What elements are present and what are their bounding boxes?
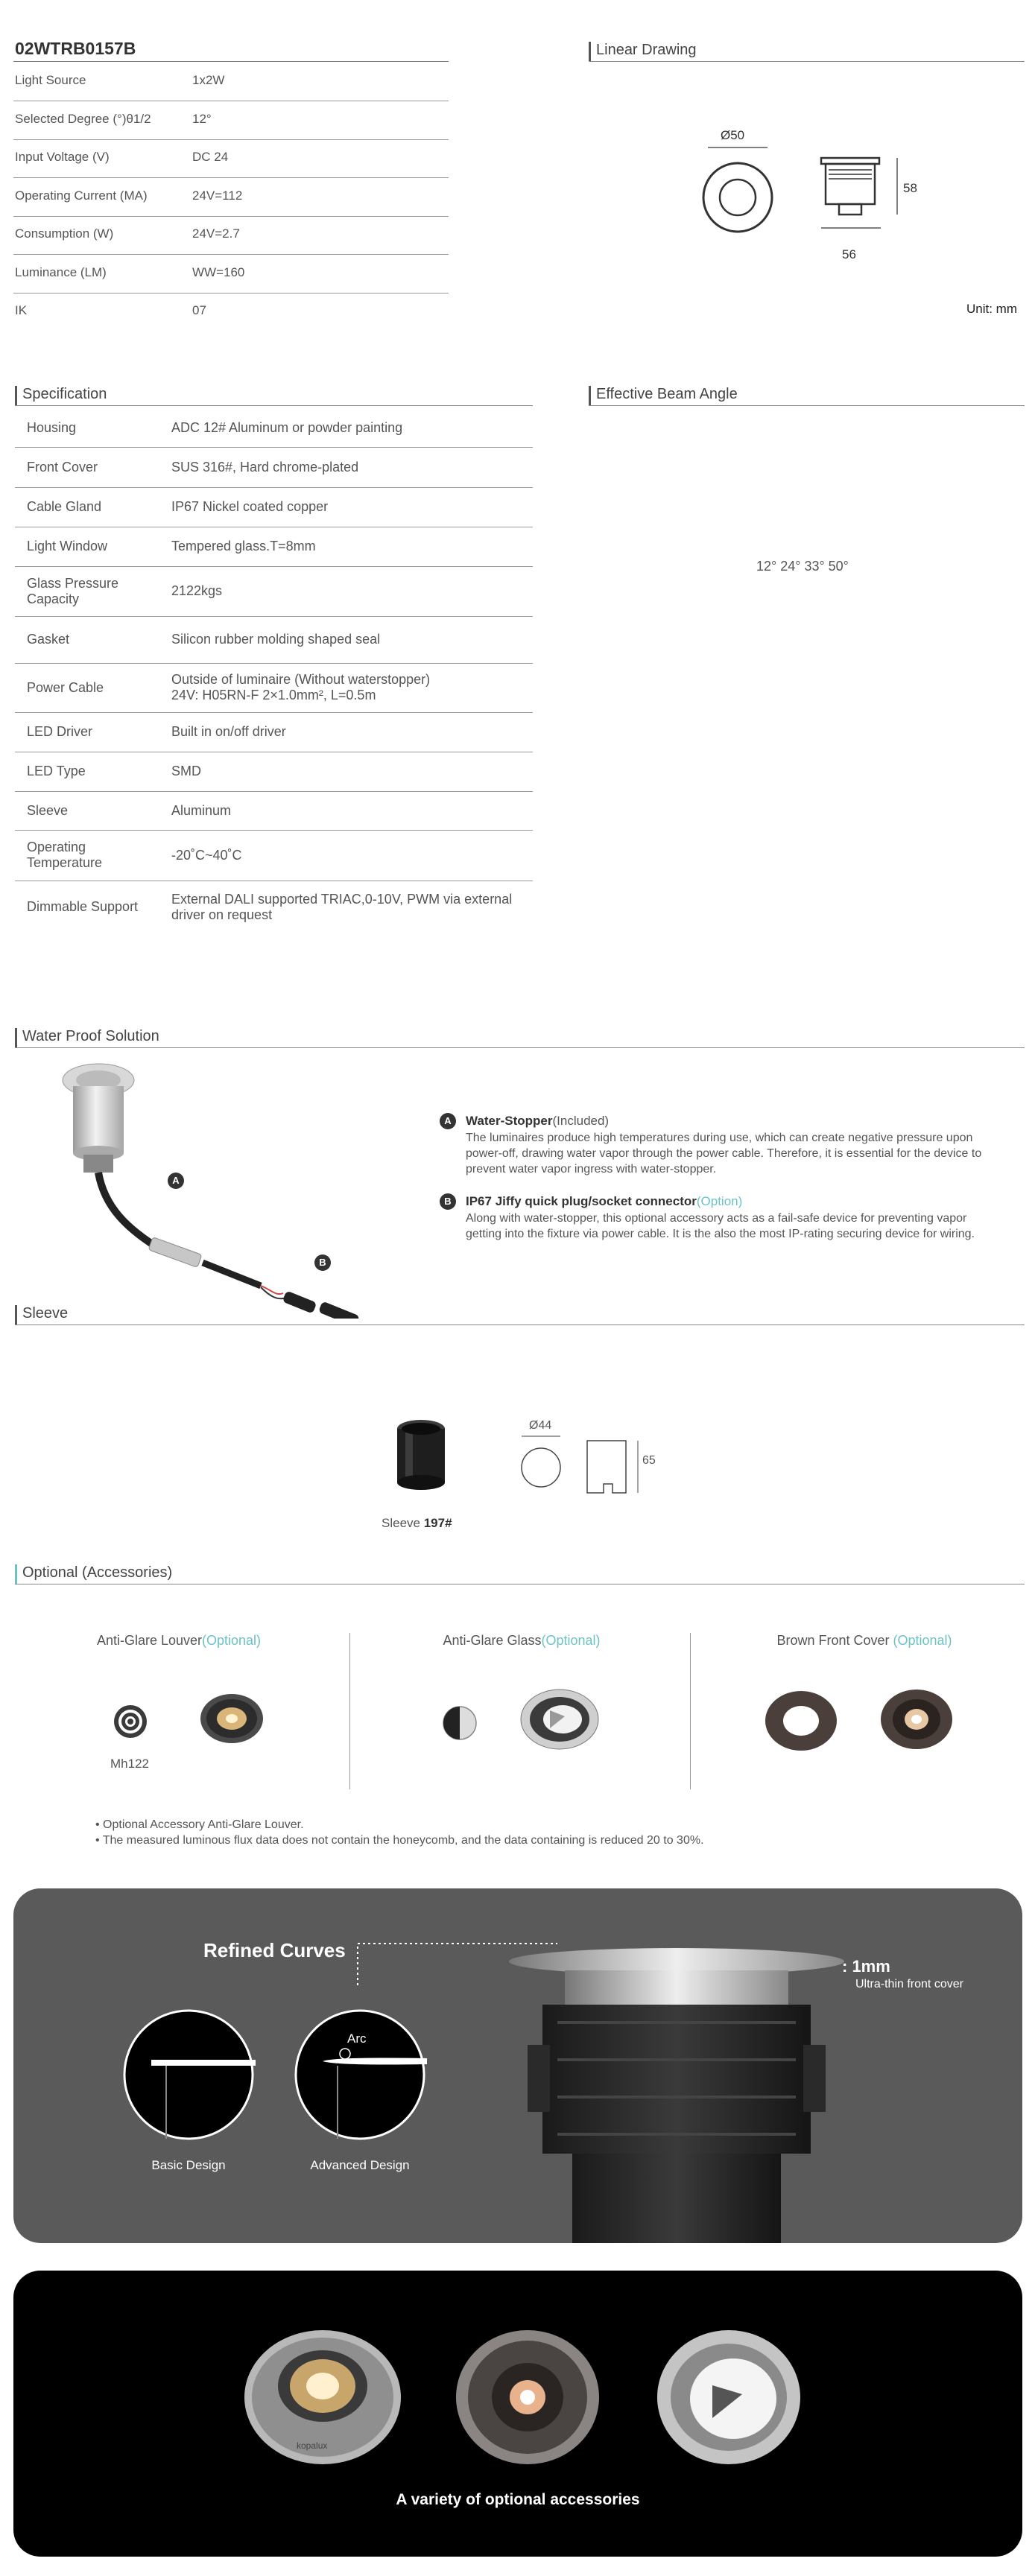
product-row-value: 12° bbox=[192, 111, 212, 126]
brown-cover-fitted-fixture-icon bbox=[879, 1688, 954, 1751]
connector-icon bbox=[318, 1301, 360, 1319]
spec-row-label: Housing bbox=[27, 419, 77, 435]
row-divider bbox=[13, 139, 449, 140]
product-row-label: Selected Degree (°)θ1/2 bbox=[15, 111, 151, 126]
divider bbox=[15, 1047, 1025, 1048]
optional-tag: (Optional) bbox=[541, 1633, 601, 1648]
product-row-label: Operating Current (MA) bbox=[15, 188, 148, 203]
refined-curves-title: Refined Curves bbox=[203, 1939, 346, 1961]
accessory-brown-cover-title bbox=[745, 1633, 984, 1649]
section-marker bbox=[589, 386, 591, 405]
divider bbox=[13, 61, 449, 62]
spec-row-label: Dimmable Support bbox=[27, 899, 139, 914]
spec-row-label: LED Driver bbox=[27, 724, 93, 739]
included-tag: (Included) bbox=[552, 1114, 610, 1128]
option-tag: (Option) bbox=[696, 1194, 743, 1208]
accessory-glass-title bbox=[402, 1633, 641, 1649]
product-row-label: Luminance (LM) bbox=[15, 264, 107, 279]
section-marker bbox=[15, 1564, 17, 1584]
divider bbox=[589, 405, 1025, 406]
louver-model: Mh122 bbox=[110, 1757, 149, 1771]
sleeve-caption bbox=[382, 1516, 452, 1531]
divider bbox=[690, 1633, 691, 1789]
glass-fitted-fixture-icon bbox=[520, 1688, 599, 1751]
product-row-label: Light Source bbox=[15, 73, 86, 87]
fixture-brown-cover-photo bbox=[453, 2323, 602, 2472]
spec-row-value: IP67 Nickel coated copper bbox=[171, 499, 329, 514]
spec-row-label: Gasket bbox=[27, 632, 70, 647]
spec-row-label: Operating Temperature bbox=[27, 840, 103, 870]
spec-row-value: Outside of luminaire (Without waterstopper) 24V: H05RN-F 2×1.0mm², L=0.5m bbox=[171, 672, 431, 702]
brand-mark: kopalux bbox=[297, 2440, 328, 2451]
side-view-icon bbox=[821, 158, 879, 215]
water-stopper-name: Water-Stopper bbox=[466, 1114, 553, 1128]
row-divider bbox=[13, 293, 449, 294]
sleeve-height: 65 bbox=[642, 1454, 656, 1467]
unit-label: Unit: mm bbox=[966, 302, 1017, 316]
sleeve-diameter: Ø44 bbox=[529, 1419, 552, 1432]
refined-curves-panel bbox=[13, 1888, 1022, 2243]
water-stopper-title bbox=[466, 1114, 609, 1129]
row-divider bbox=[13, 177, 449, 178]
basic-design-detail bbox=[121, 2008, 256, 2142]
outer-ring-icon bbox=[703, 163, 772, 232]
dimension-diameter: Ø50 bbox=[721, 128, 745, 142]
water-stopper-description: The luminaires produce high temperatures during use, which can create negative pressure upon power-off, drawing water vapor through the power cable. Therefore, it is essential for the device to prevent water vapor ingress with water-stopper. bbox=[466, 1132, 982, 1176]
divider bbox=[349, 1633, 350, 1789]
beam-angle-title: Effective Beam Angle bbox=[596, 386, 738, 402]
connector-description: Along with water-stopper, this optional accessory acts as a fail-safe device for preventing vapor getting into the fixture via power cable. It is the also the most IP-rating securing device for wiring. bbox=[466, 1212, 975, 1240]
fixture-glass-photo bbox=[654, 2323, 803, 2472]
spec-row-value: ADC 12# Aluminum or powder painting bbox=[171, 419, 403, 435]
arc-label: Arc bbox=[347, 2031, 367, 2046]
spec-row-label: Sleeve bbox=[27, 802, 69, 818]
section-marker bbox=[15, 1028, 17, 1047]
waterproof-illustration bbox=[37, 1050, 387, 1319]
product-row-value: WW=160 bbox=[192, 264, 245, 279]
anti-glare-glass-icon bbox=[441, 1704, 478, 1742]
spec-row-label: Power Cable bbox=[27, 679, 104, 695]
thickness-caption: Ultra-thin front cover bbox=[855, 1978, 963, 1990]
row-divider bbox=[13, 254, 449, 255]
spec-row-label: LED Type bbox=[27, 764, 86, 778]
product-row-value: DC 24 bbox=[192, 150, 229, 164]
optional-tag: (Optional) bbox=[893, 1633, 952, 1648]
advanced-design-label: Advanced Design bbox=[310, 2158, 410, 2172]
spec-row-value: Built in on/off driver bbox=[171, 724, 286, 739]
product-row-value: 24V=112 bbox=[192, 188, 243, 203]
divider bbox=[589, 61, 1025, 62]
connector-name: IP67 Jiffy quick plug/socket connector bbox=[466, 1194, 697, 1208]
dimension-height: 58 bbox=[903, 181, 917, 195]
spec-row-label: Cable Gland bbox=[27, 499, 102, 514]
connector-title bbox=[466, 1194, 742, 1209]
badge-b: B bbox=[440, 1193, 456, 1210]
product-row-label: IK bbox=[15, 303, 28, 317]
badge-b: B bbox=[314, 1254, 331, 1271]
spec-row-value: 2122kgs bbox=[171, 583, 223, 598]
spec-row-value: Silicon rubber molding shaped seal bbox=[171, 632, 381, 647]
accessory-louver-title bbox=[60, 1633, 298, 1649]
badge-a: A bbox=[440, 1113, 456, 1129]
basic-design-label: Basic Design bbox=[151, 2158, 226, 2172]
specification-title: Specification bbox=[22, 386, 107, 402]
spec-row-value: -20˚C~40˚C bbox=[171, 847, 242, 863]
dimension-width: 56 bbox=[842, 247, 856, 261]
spec-row-label: Glass Pressure Capacity bbox=[27, 575, 119, 606]
linear-drawing-title: Linear Drawing bbox=[596, 42, 697, 58]
spec-row-value: Aluminum bbox=[171, 802, 232, 818]
spec-row-value: External DALI supported TRIAC,0-10V, PWM via external driver on request bbox=[171, 891, 513, 922]
sleeve-photo bbox=[387, 1415, 455, 1497]
accessory-note: • The measured luminous flux data does not contain the honeycomb, and the data containing is reduced 20 to 30%. bbox=[95, 1834, 704, 1847]
accessory-note: • Optional Accessory Anti-Glare Louver. bbox=[95, 1818, 304, 1831]
accessory-name: Brown Front Cover bbox=[776, 1633, 893, 1648]
sleeve-title: Sleeve bbox=[22, 1305, 69, 1322]
optional-tag: (Optional) bbox=[202, 1633, 262, 1648]
beam-angles: 12° 24° 33° 50° bbox=[756, 559, 849, 574]
spec-row-value: SUS 316#, Hard chrome-plated bbox=[171, 459, 359, 475]
water-stopper-icon bbox=[148, 1237, 202, 1268]
spec-row-label: Front Cover bbox=[27, 459, 98, 475]
badge-a: A bbox=[168, 1173, 184, 1189]
product-row-label: Consumption (W) bbox=[15, 226, 114, 241]
variety-caption: A variety of optional accessories bbox=[396, 2491, 640, 2508]
downlight-fixture-icon bbox=[63, 1064, 134, 1173]
accessory-name: Anti-Glare Glass bbox=[443, 1633, 542, 1648]
sleeve-drawing bbox=[514, 1430, 648, 1497]
thickness-value: : 1mm bbox=[842, 1957, 890, 1976]
brown-front-cover-icon bbox=[764, 1690, 838, 1752]
section-marker bbox=[589, 42, 591, 61]
spec-row-label: Light Window bbox=[27, 539, 108, 553]
accessory-variety-panel bbox=[13, 2271, 1022, 2557]
product-row-value: 07 bbox=[192, 303, 206, 317]
louver-fitted-fixture-icon bbox=[200, 1693, 264, 1745]
section-marker bbox=[15, 386, 17, 405]
divider bbox=[15, 405, 533, 406]
advanced-design-detail bbox=[293, 2008, 427, 2142]
row-divider bbox=[13, 216, 449, 217]
product-code: 02WTRB0157B bbox=[15, 39, 136, 58]
cable-icon bbox=[203, 1263, 261, 1286]
spec-row-value: Tempered glass.T=8mm bbox=[171, 539, 316, 553]
spec-row-value: SMD bbox=[171, 764, 201, 778]
waterproof-title: Water Proof Solution bbox=[22, 1028, 159, 1044]
honeycomb-louver-icon bbox=[112, 1703, 149, 1740]
product-row-label: Input Voltage (V) bbox=[15, 150, 110, 164]
product-row-value: 24V=2.7 bbox=[192, 226, 240, 241]
downlight-closeup-photo bbox=[498, 1941, 855, 2243]
product-row-value: 1x2W bbox=[192, 73, 225, 87]
sleeve-model: 197# bbox=[423, 1516, 452, 1530]
sleeve-caption-text: Sleeve bbox=[382, 1516, 424, 1530]
accessory-name: Anti-Glare Louver bbox=[96, 1633, 203, 1648]
inner-ring-icon bbox=[720, 180, 756, 215]
accessories-title: Optional (Accessories) bbox=[22, 1564, 173, 1581]
section-marker bbox=[15, 1305, 17, 1325]
connector-icon bbox=[282, 1290, 317, 1313]
